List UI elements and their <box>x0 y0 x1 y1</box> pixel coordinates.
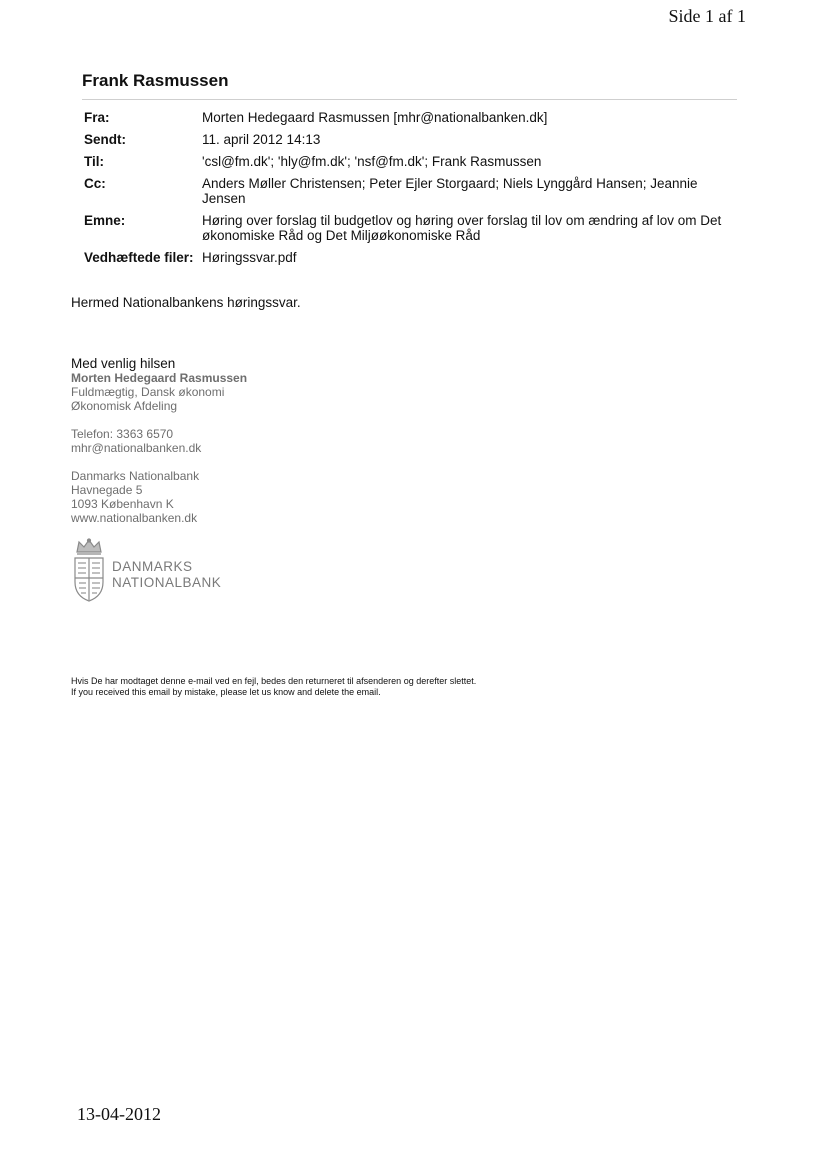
disclaimer-danish: Hvis De har modtaget denne e-mail ved en fejl, bedes den returneret til afsenderen og derefter slettet. <box>71 676 477 686</box>
to-value: 'csl@fm.dk'; 'hly@fm.dk'; 'nsf@fm.dk'; Frank Rasmussen <box>202 154 542 169</box>
header-row-sent <box>84 132 724 154</box>
to-label: Til: <box>84 154 104 169</box>
logo-text-line2: NATIONALBANK <box>112 575 222 590</box>
signature-address <box>71 469 199 525</box>
signature-street: Havnegade 5 <box>71 483 143 497</box>
header-row-cc <box>84 176 724 213</box>
signature-title: Fuldmægtig, Dansk økonomi <box>71 385 225 399</box>
signature-name: Morten Hedegaard Rasmussen <box>71 371 248 385</box>
signature-website: www.nationalbanken.dk <box>71 511 198 525</box>
email-disclaimer <box>71 676 476 698</box>
sender-name: Frank Rasmussen <box>82 71 229 90</box>
signature-email: mhr@nationalbanken.dk <box>71 441 202 455</box>
attachments-value: Høringssvar.pdf <box>202 250 297 265</box>
footer-date: 13-04-2012 <box>77 1104 161 1124</box>
from-value: Morten Hedegaard Rasmussen [mhr@nationalbanken.dk] <box>202 110 548 125</box>
signature-city: 1093 København K <box>71 497 174 511</box>
closing-greeting: Med venlig hilsen <box>71 356 176 371</box>
subject-value: Høring over forslag til budgetlov og høring over forslag til lov om ændring af lov om Det økonomiske Råd og Det Miljøøkonomiske Råd <box>202 213 722 243</box>
cc-value: Anders Møller Christensen; Peter Ejler Storgaard; Niels Lynggård Hansen; Jeannie Jensen <box>202 176 698 206</box>
attachments-label: Vedhæftede filer: <box>84 250 194 265</box>
cc-label: Cc: <box>84 176 106 191</box>
signature-block <box>71 371 247 413</box>
logo-text-line1: DANMARKS <box>112 559 193 574</box>
header-row-to <box>84 154 724 176</box>
email-header-table <box>84 110 724 272</box>
email-body-text: Hermed Nationalbankens høringssvar. <box>71 295 301 310</box>
signature-department: Økonomisk Afdeling <box>71 399 178 413</box>
header-row-attachments <box>84 250 724 272</box>
signature-contact <box>71 427 201 455</box>
header-row-from <box>84 110 724 132</box>
crowned-coat-of-arms-icon <box>71 538 107 604</box>
header-row-subject <box>84 213 724 250</box>
disclaimer-english: If you received this email by mistake, please let us know and delete the email. <box>71 687 381 697</box>
from-label: Fra: <box>84 110 110 125</box>
sent-value: 11. april 2012 14:13 <box>202 132 321 147</box>
nationalbank-logo <box>71 538 241 604</box>
subject-label: Emne: <box>84 213 126 228</box>
signature-org: Danmarks Nationalbank <box>71 469 200 483</box>
signature-phone: Telefon: 3363 6570 <box>71 427 174 441</box>
sent-label: Sendt: <box>84 132 126 147</box>
page-number: Side 1 af 1 <box>668 6 746 26</box>
header-divider <box>82 99 737 100</box>
